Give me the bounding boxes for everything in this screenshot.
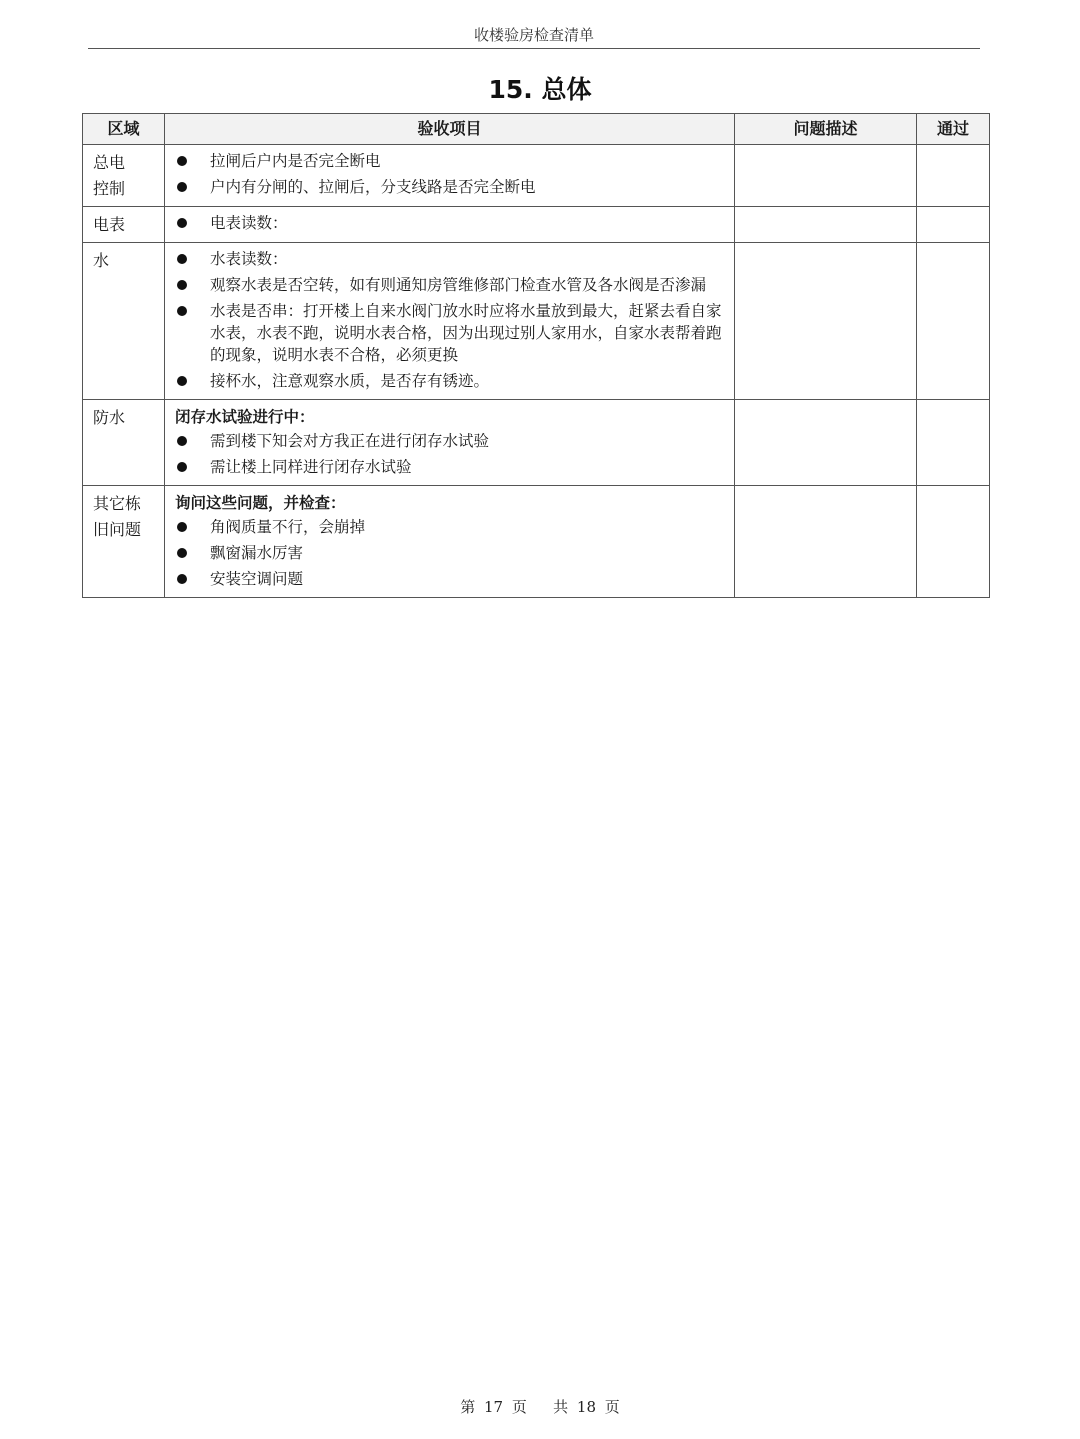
- check-item: 需让楼上同样进行闭存水试验: [175, 456, 726, 478]
- check-item: 安装空调问题: [175, 568, 726, 590]
- check-item: 接杯水，注意观察水质，是否存有锈迹。: [175, 370, 726, 392]
- area-label-line: 其它栋: [93, 494, 142, 513]
- area-label-line: 控制: [93, 179, 126, 198]
- column-header-pass: 通过: [917, 114, 990, 145]
- check-item: 需到楼下知会对方我正在进行闭存水试验: [175, 430, 726, 452]
- pass-cell[interactable]: [917, 243, 990, 400]
- area-label-line: 电表: [93, 215, 126, 234]
- pass-cell[interactable]: [917, 486, 990, 598]
- area-label-line: 旧问题: [93, 520, 142, 539]
- table-row: [83, 243, 990, 400]
- check-item-list: [175, 212, 726, 234]
- pass-cell[interactable]: [917, 145, 990, 207]
- table-row: [83, 486, 990, 598]
- check-items-cell: [165, 243, 735, 400]
- check-item: 户内有分闸的、拉闸后，分支线路是否完全断电: [175, 176, 726, 198]
- area-cell: [83, 486, 165, 598]
- area-label-line: 防水: [93, 408, 126, 427]
- table-row: [83, 145, 990, 207]
- column-header-issue: 问题描述: [735, 114, 917, 145]
- area-cell: [83, 243, 165, 400]
- check-item-list: [175, 248, 726, 392]
- section-title: 15. 总体: [488, 75, 592, 104]
- table-body: [83, 145, 990, 598]
- page-footer: [0, 1396, 1080, 1417]
- issue-description-cell[interactable]: [735, 145, 917, 207]
- area-label-line: 总电: [93, 153, 126, 172]
- area-cell: [83, 207, 165, 243]
- check-items-heading: 闭存水试验进行中：: [175, 408, 315, 426]
- column-header-item: 验收项目: [165, 114, 735, 145]
- table-row: [83, 400, 990, 486]
- inspection-table: [82, 113, 990, 598]
- check-items-cell: [165, 207, 735, 243]
- check-item-list: [175, 150, 726, 198]
- page-number: 第 17 页 共 18 页: [460, 1398, 620, 1416]
- check-item: 拉闸后户内是否完全断电: [175, 150, 726, 172]
- check-item-list: [175, 516, 726, 590]
- check-item-list: [175, 430, 726, 478]
- check-items-cell: [165, 486, 735, 598]
- check-item: 观察水表是否空转，如有则通知房管维修部门检查水管及各水阀是否渗漏: [175, 274, 726, 296]
- document-title: 收楼验房检查清单: [473, 26, 594, 44]
- issue-description-cell[interactable]: [735, 207, 917, 243]
- column-header-area: 区域: [83, 114, 165, 145]
- table-header-row: [83, 114, 990, 145]
- pass-cell[interactable]: [917, 400, 990, 486]
- check-items-cell: [165, 400, 735, 486]
- check-item: 电表读数：: [175, 212, 726, 234]
- running-header: [88, 22, 980, 49]
- check-item: 水表读数：: [175, 248, 726, 270]
- area-label-line: 水: [93, 251, 110, 270]
- table-row: [83, 207, 990, 243]
- issue-description-cell[interactable]: [735, 400, 917, 486]
- check-item: 水表是否串：打开楼上自来水阀门放水时应将水量放到最大，赶紧去看自家水表，水表不跑，说明水表合格，因为出现过别人家用水，自家水表帮着跑的现象，说明水表不合格，必须更换: [175, 300, 726, 366]
- check-items-heading: 询问这些问题，并检查：: [175, 494, 346, 512]
- area-cell: [83, 145, 165, 207]
- check-items-cell: [165, 145, 735, 207]
- check-item: 角阀质量不行，会崩掉: [175, 516, 726, 538]
- check-item: 飘窗漏水厉害: [175, 542, 726, 564]
- area-cell: [83, 400, 165, 486]
- issue-description-cell[interactable]: [735, 486, 917, 598]
- issue-description-cell[interactable]: [735, 243, 917, 400]
- pass-cell[interactable]: [917, 207, 990, 243]
